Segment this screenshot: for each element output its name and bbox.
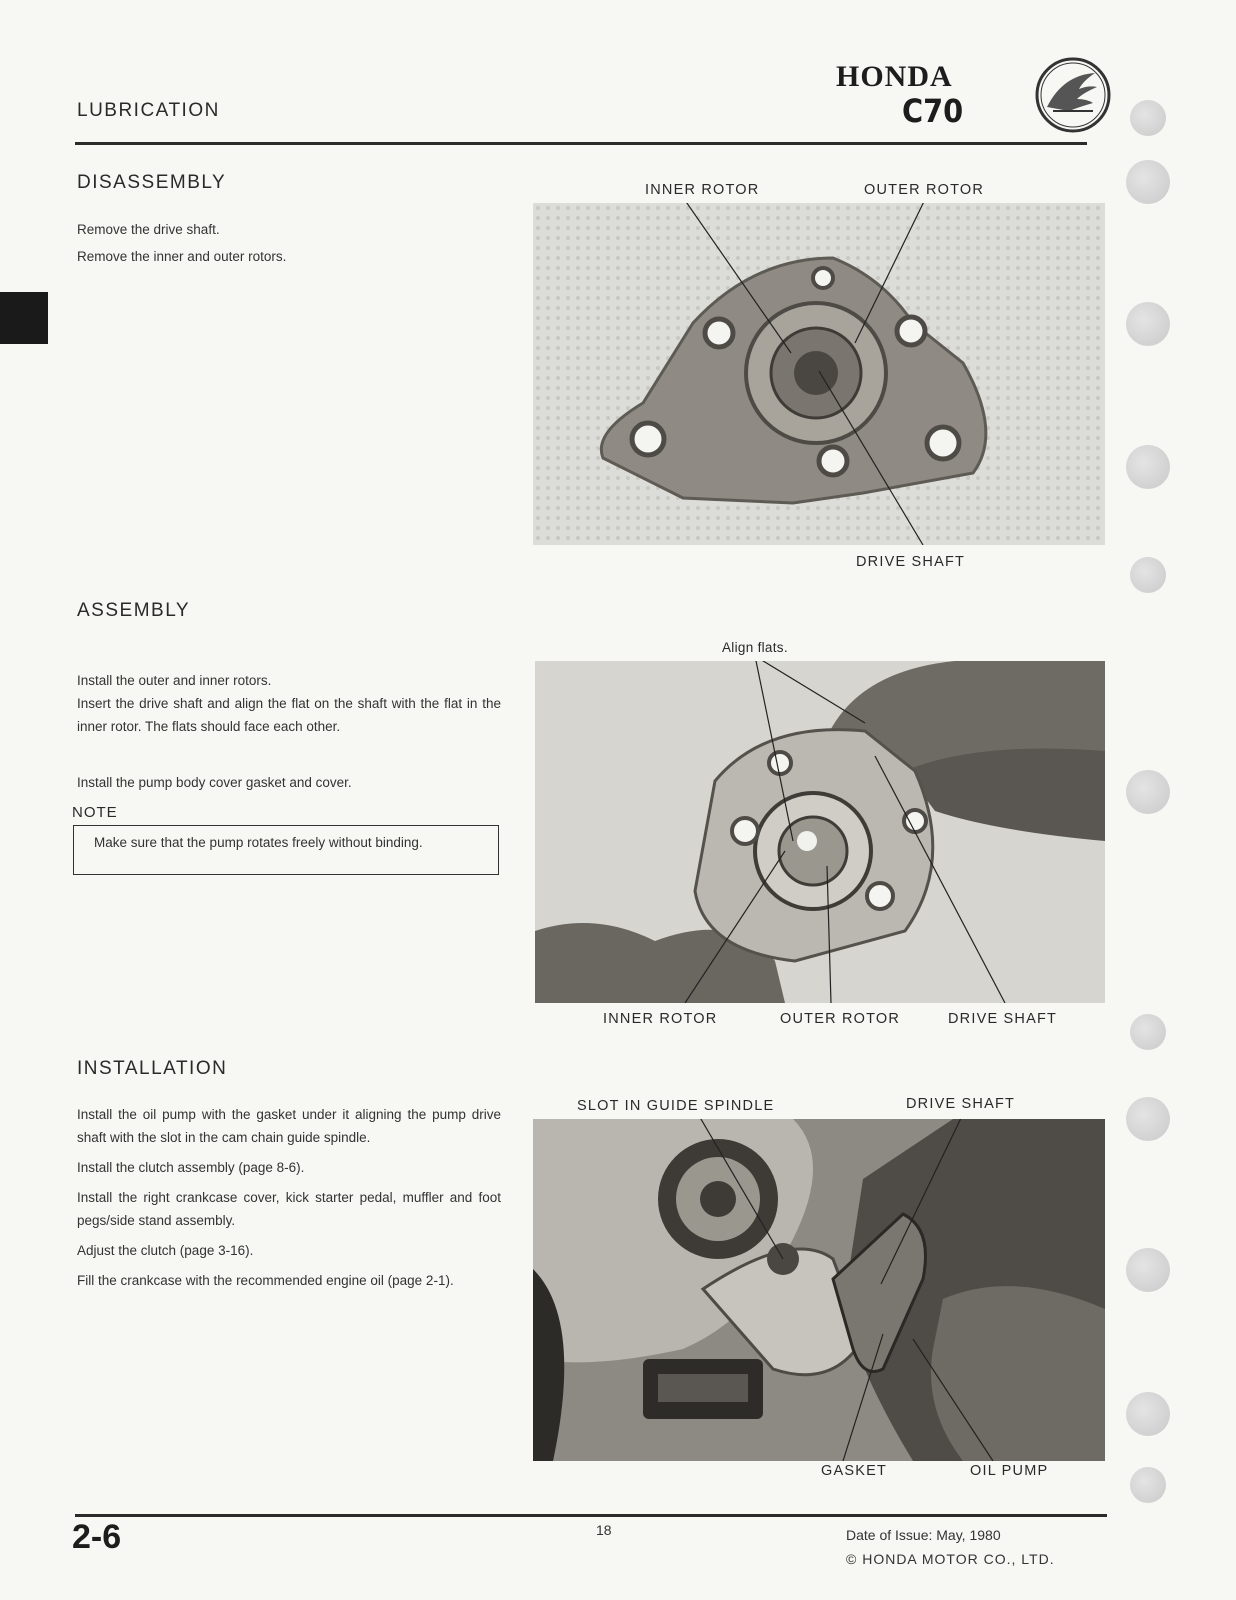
issue-date: Date of Issue: May, 1980 xyxy=(846,1527,1001,1543)
section-tab-marker xyxy=(0,292,48,344)
binder-hole xyxy=(1130,557,1166,593)
photo-pump-installation xyxy=(533,1119,1105,1461)
binder-hole xyxy=(1126,445,1170,489)
disassembly-steps xyxy=(77,218,501,275)
disassembly-heading: DISASSEMBLY xyxy=(77,172,227,193)
step-text: Adjust the clutch (page 3-16). xyxy=(77,1243,254,1258)
callout-drive-shaft-3: DRIVE SHAFT xyxy=(906,1096,1016,1112)
step-text: Fill the crankcase with the recommended engine oil (page 2-1). xyxy=(77,1273,454,1288)
step-text: Remove the drive shaft. xyxy=(77,222,220,237)
callout-oil-pump: OIL PUMP xyxy=(970,1463,1049,1479)
section-title: LUBRICATION xyxy=(77,100,220,121)
footer-rule xyxy=(75,1514,1107,1517)
binder-hole xyxy=(1130,100,1166,136)
copyright: © HONDA MOTOR CO., LTD. xyxy=(846,1551,1055,1567)
assembly-heading: ASSEMBLY xyxy=(77,600,191,621)
binder-hole xyxy=(1126,1248,1170,1292)
callout-outer-rotor-2: OUTER ROTOR xyxy=(780,1011,901,1027)
note-box: Make sure that the pump rotates freely without binding. xyxy=(73,825,499,875)
callout-drive-shaft-2: DRIVE SHAFT xyxy=(948,1011,1058,1027)
header-rule xyxy=(75,142,1087,145)
assembly-steps xyxy=(77,646,501,824)
step-text: Install the clutch assembly (page 8-6). xyxy=(77,1160,305,1175)
binder-hole xyxy=(1130,1014,1166,1050)
step-text: Install the pump body cover gasket and cover. xyxy=(77,775,352,790)
model-name: C70 xyxy=(902,92,964,130)
note-label: NOTE xyxy=(72,804,118,821)
callout-outer-rotor: OUTER ROTOR xyxy=(864,182,985,198)
binder-hole xyxy=(1126,160,1170,204)
photo-pump-assembly xyxy=(535,661,1105,1003)
callout-inner-rotor-2: INNER ROTOR xyxy=(603,1011,718,1027)
installation-heading: INSTALLATION xyxy=(77,1058,228,1079)
callout-align-flats: Align flats. xyxy=(722,640,788,655)
binder-hole xyxy=(1126,302,1170,346)
step-text: Install the oil pump with the gasket under it aligning the pump drive shaft with the slot in the cam chain guide spindle. xyxy=(77,1107,501,1145)
page-number: 2-6 xyxy=(72,1518,122,1556)
brand-name: HONDA xyxy=(836,60,953,93)
installation-steps xyxy=(77,1103,501,1299)
callout-inner-rotor: INNER ROTOR xyxy=(645,182,760,198)
binder-hole xyxy=(1130,1467,1166,1503)
callout-drive-shaft: DRIVE SHAFT xyxy=(856,554,966,570)
binder-hole xyxy=(1126,770,1170,814)
step-text: Install the outer and inner rotors. Insert the drive shaft and align the flat on the shaft with the flat in the inner rotor. The flats should face each other. xyxy=(77,673,501,734)
callout-slot-guide-spindle: SLOT IN GUIDE SPINDLE xyxy=(577,1098,775,1114)
photo-pump-disassembly xyxy=(533,203,1105,545)
step-text: Install the right crankcase cover, kick starter pedal, muffler and foot pegs/side stand assembly. xyxy=(77,1190,501,1228)
binder-hole xyxy=(1126,1097,1170,1141)
callout-gasket: GASKET xyxy=(821,1463,888,1479)
honda-wing-icon xyxy=(1033,55,1113,135)
step-text: Remove the inner and outer rotors. xyxy=(77,249,287,264)
sheet-number: 18 xyxy=(596,1522,612,1538)
binder-hole xyxy=(1126,1392,1170,1436)
